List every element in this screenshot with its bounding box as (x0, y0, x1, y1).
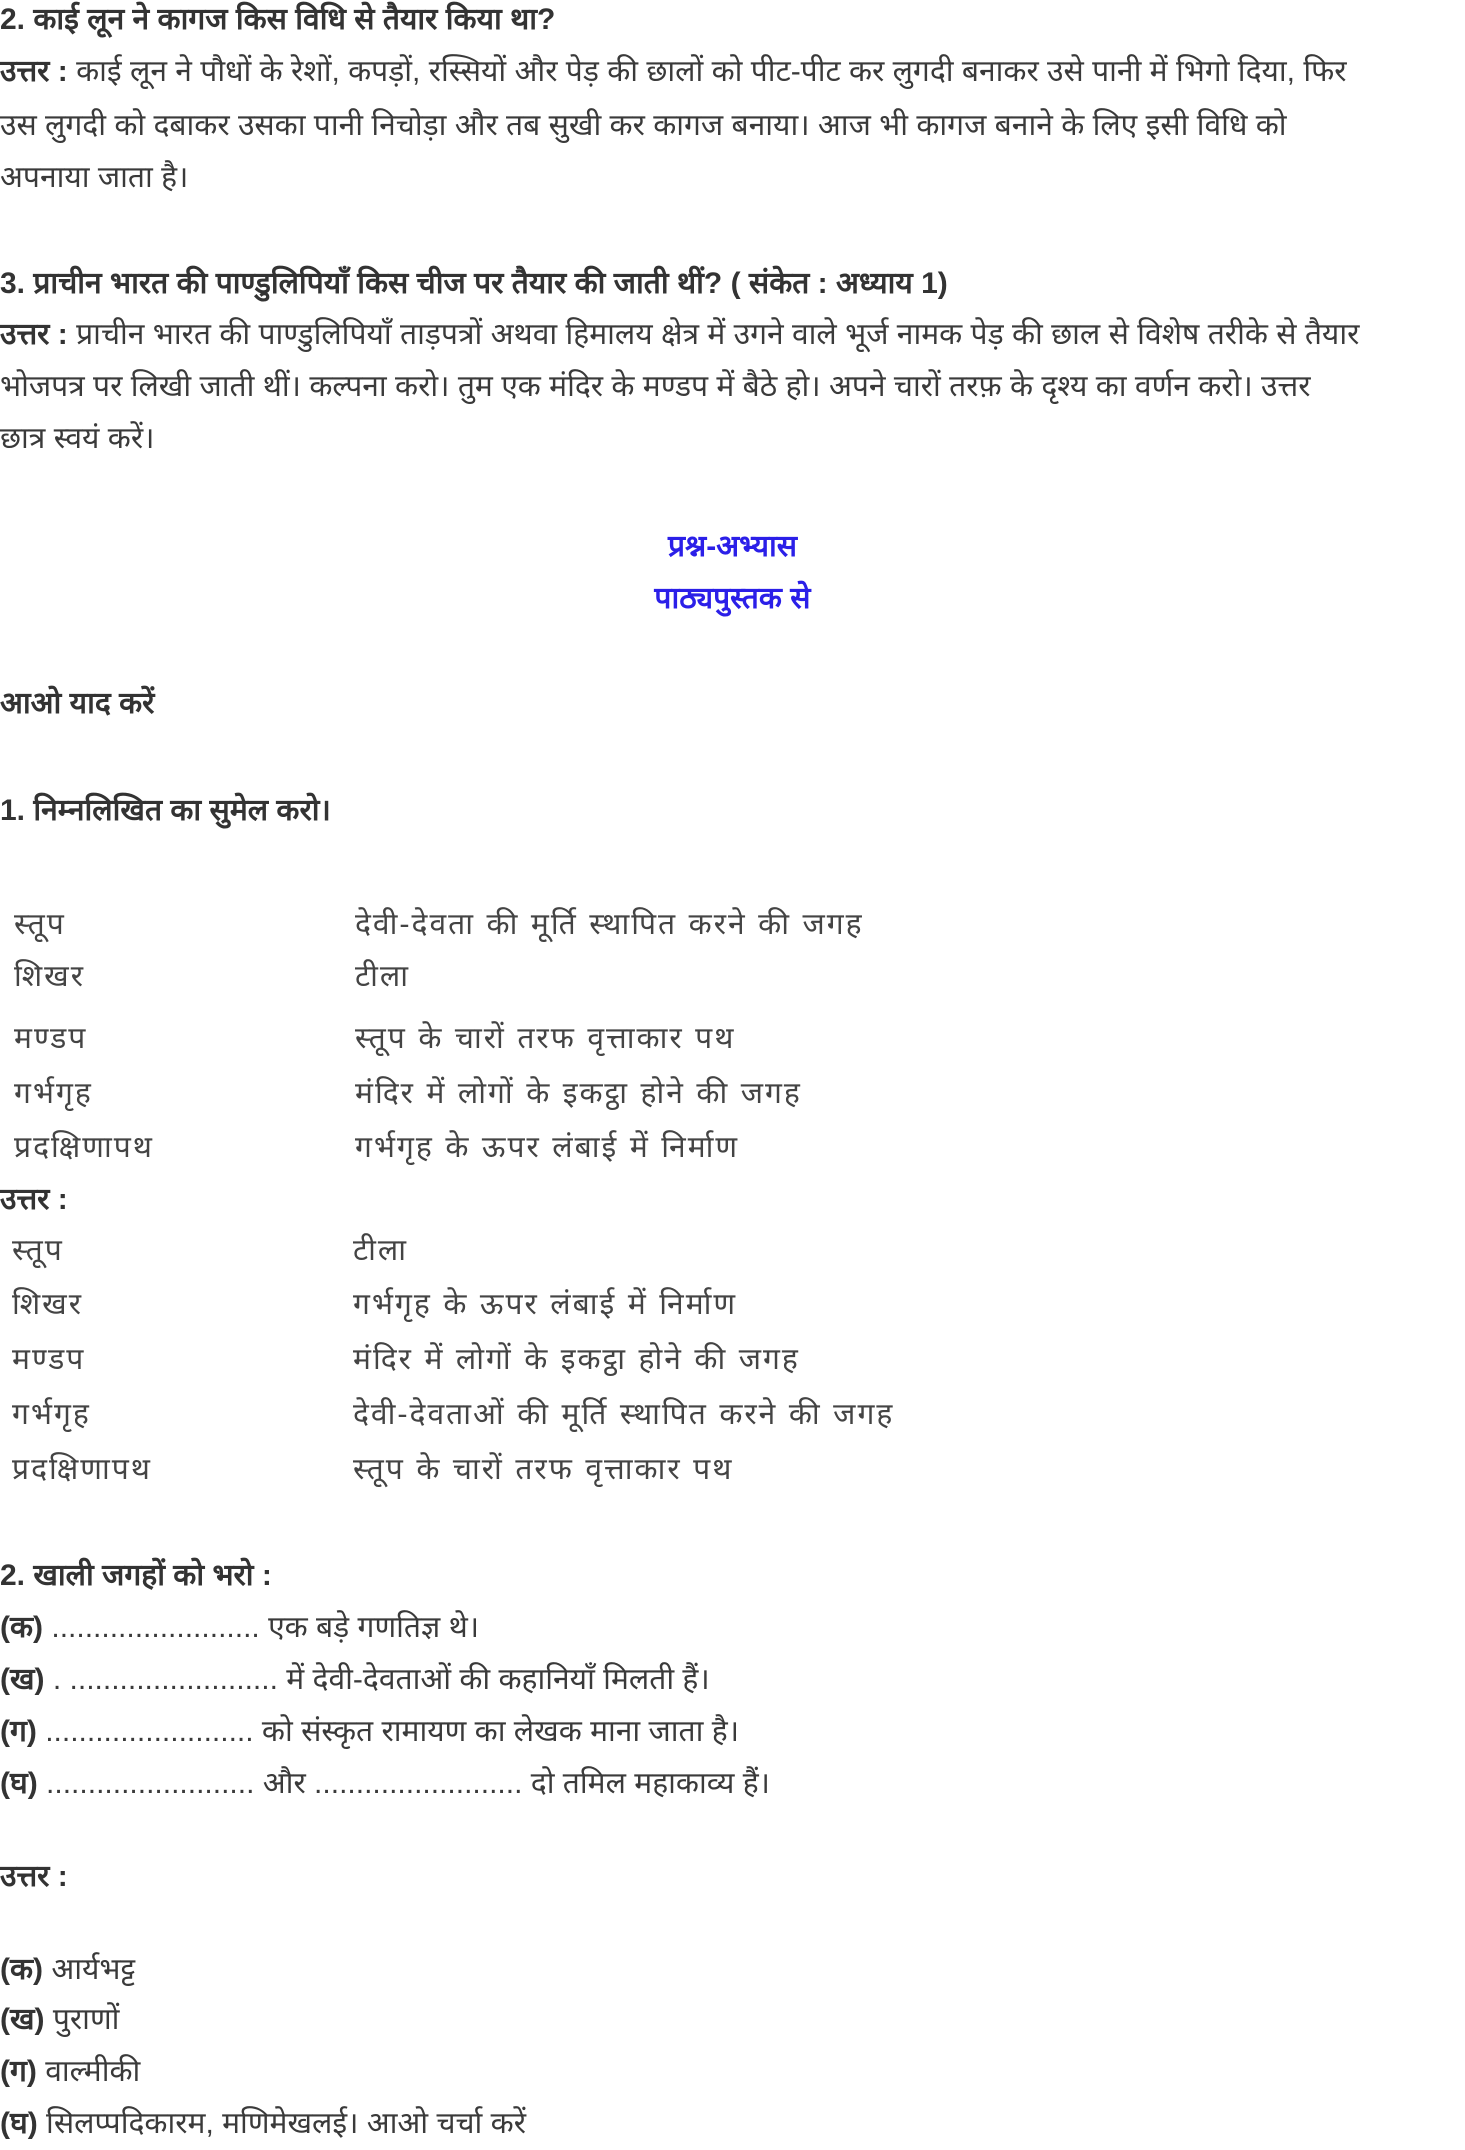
item-label: (क) (0, 1953, 44, 1986)
answer-label: उत्तर : (0, 318, 68, 351)
section-title: प्रश्न-अभ्यास (667, 530, 798, 563)
fill-answer-label: उत्तर : (0, 1860, 68, 1893)
item-text: ......................... और ......................... दो तमिल महाकाव्य हैं। (37, 1767, 771, 1800)
recall-heading: आओ याद करें (0, 687, 155, 720)
match-heading: 1. निम्नलिखित का सुमेल करो। (0, 794, 331, 827)
match-left: प्रदक्षिणापथ (12, 1452, 152, 1487)
match-left: स्तूप (12, 1233, 64, 1268)
fill-item (0, 1602, 479, 1654)
q3-answer-line: छात्र स्वयं करें। (0, 422, 155, 455)
item-text: . ......................... में देवी-देवताओं की कहानियाँ मिलती हैं। (44, 1663, 710, 1696)
fill-answer (0, 1944, 135, 1996)
item-text: ......................... एक बड़े गणतिज्ञ थे। (43, 1611, 480, 1644)
match-left: प्रदक्षिणापथ (14, 1130, 154, 1165)
item-text: पुराणों (44, 2003, 120, 2036)
match-right: टीला (353, 1233, 408, 1268)
item-label: (ग) (0, 1715, 37, 1748)
fill-answer (0, 1994, 119, 2046)
item-label: (घ) (0, 1767, 38, 1800)
match-left: शिखर (14, 959, 85, 994)
match-left: मण्डप (12, 1342, 86, 1377)
match-right: स्तूप के चारों तरफ वृत्ताकार पथ (355, 1021, 736, 1056)
q3-answer-line: भोजपत्र पर लिखी जाती थीं। कल्पना करो। तुम एक मंदिर के मण्डप में बैठे हो। अपने चारों तरफ़ के दृश्य का वर्णन करो। उत्तर (0, 370, 1311, 403)
fill-item (0, 1758, 770, 1810)
fill-answer (0, 2046, 140, 2098)
answer-text: प्राचीन भारत की पाण्डुलिपियाँ ताड़पत्रों अथवा हिमालय क्षेत्र में उगने वाले भूर्ज नामक पेड़ की छाल से विशेष तरीके से तैयार (76, 318, 1360, 351)
section-subtitle: पाठ्यपुस्तक से (654, 582, 811, 615)
item-label: (घ) (0, 2107, 38, 2140)
q3-answer-line (0, 309, 1359, 361)
fill-item (0, 1654, 710, 1706)
item-label: (क) (0, 1611, 44, 1644)
match-right: मंदिर में लोगों के इकट्ठा होने की जगह (353, 1342, 800, 1377)
q2-heading: 2. काई लून ने कागज किस विधि से तैयार किया था? (0, 3, 556, 36)
item-text: वाल्मीकी (36, 2055, 141, 2088)
match-left: शिखर (12, 1287, 83, 1322)
match-left: मण्डप (14, 1021, 88, 1056)
match-right: टीला (355, 959, 410, 994)
match-right: गर्भगृह के ऊपर लंबाई में निर्माण (355, 1130, 740, 1165)
q3-heading: 3. प्राचीन भारत की पाण्डुलिपियाँ किस चीज पर तैयार की जाती थीं? ( संकेत : अध्याय 1) (0, 267, 948, 300)
match-right: गर्भगृह के ऊपर लंबाई में निर्माण (353, 1287, 738, 1322)
item-text: सिलप्पदिकारम, मणिमेखलई। आओ चर्चा करें (37, 2107, 526, 2140)
match-answer-label: उत्तर : (0, 1183, 68, 1216)
match-right: स्तूप के चारों तरफ वृत्ताकार पथ (353, 1452, 734, 1487)
fill-heading: 2. खाली जगहों को भरो : (0, 1559, 272, 1592)
match-left: गर्भगृह (12, 1397, 91, 1432)
match-right: मंदिर में लोगों के इकट्ठा होने की जगह (355, 1076, 802, 1111)
fill-answer (0, 2098, 526, 2150)
q2-answer-line: उस लुगदी को दबाकर उसका पानी निचोड़ा और तब सुखी कर कागज बनाया। आज भी कागज बनाने के लिए इसी विधि को (0, 109, 1287, 142)
item-text: आर्यभट्ट (43, 1953, 136, 1986)
q2-answer-line (0, 46, 1347, 98)
match-left: स्तूप (14, 907, 66, 942)
answer-text: काई लून ने पौधों के रेशों, कपड़ों, रस्सियों और पेड़ की छालों को पीट-पीट कर लुगदी बनाकर उसे पानी में भिगो दिया, फिर (76, 55, 1347, 88)
item-text: ......................... को संस्कृत रामायण का लेखक माना जाता है। (36, 1715, 740, 1748)
item-label: (ख) (0, 1663, 45, 1696)
item-label: (ख) (0, 2003, 45, 2036)
q2-answer-line: अपनाया जाता है। (0, 161, 189, 194)
match-right: देवी-देवता की मूर्ति स्थापित करने की जगह (355, 907, 864, 942)
answer-label: उत्तर : (0, 55, 68, 88)
match-right: देवी-देवताओं की मूर्ति स्थापित करने की जगह (353, 1397, 895, 1432)
item-label: (ग) (0, 2055, 37, 2088)
match-left: गर्भगृह (14, 1076, 93, 1111)
fill-item (0, 1706, 739, 1758)
